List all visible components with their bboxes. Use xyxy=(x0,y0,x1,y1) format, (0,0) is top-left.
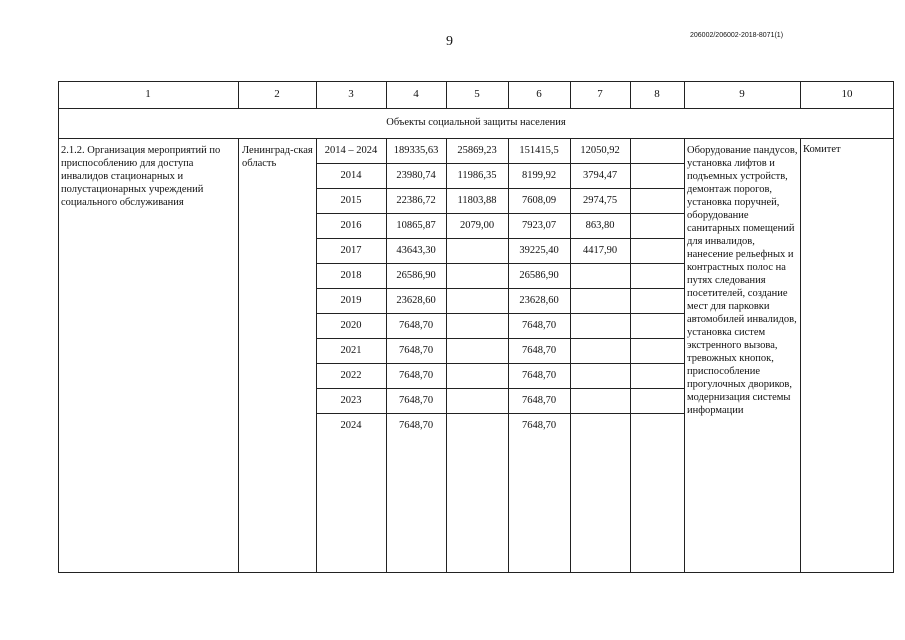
row-total: 26586,90 xyxy=(396,270,436,281)
row-total: 10865,87 xyxy=(396,220,436,231)
col-divider-1-2 xyxy=(238,138,239,573)
section-row-divider xyxy=(58,138,894,139)
row-period: 2019 xyxy=(340,295,362,306)
row-total: 7648,70 xyxy=(398,320,434,331)
column-number-7: 7 xyxy=(597,88,603,100)
row-divider-9 xyxy=(316,363,684,364)
row-col6-value: 39225,40 xyxy=(519,245,559,256)
row-col6-value: 7648,70 xyxy=(521,370,557,381)
table-border-right xyxy=(893,81,894,573)
row-period: 2017 xyxy=(340,245,362,256)
row-period: 2014 xyxy=(340,170,362,181)
row-col6-value: 7608,09 xyxy=(521,195,557,206)
row-total: 43643,30 xyxy=(396,245,436,256)
row-col6-value: 7648,70 xyxy=(521,345,557,356)
row-total: 7648,70 xyxy=(398,345,434,356)
row-col7-value: 863,80 xyxy=(585,220,615,231)
row-divider-6 xyxy=(316,288,684,289)
column-number-3: 3 xyxy=(348,88,354,100)
row-col5-value: 11986,35 xyxy=(457,170,497,181)
row-col6-value: 8199,92 xyxy=(521,170,557,181)
row-period: 2016 xyxy=(340,220,362,231)
row-total: 189335,63 xyxy=(393,145,439,156)
row-total: 23980,74 xyxy=(396,170,436,181)
column-number-1: 1 xyxy=(145,88,151,100)
table-border-top xyxy=(58,81,894,82)
row-period: 2014 – 2024 xyxy=(324,145,378,156)
row-period: 2024 xyxy=(340,420,362,431)
row-period: 2022 xyxy=(340,370,362,381)
row-col7-value: 4417,90 xyxy=(582,245,618,256)
program-table xyxy=(58,81,894,573)
row-divider-11 xyxy=(316,413,684,414)
executor: Комитет xyxy=(803,144,841,155)
measure-description: Оборудование пандусов, установка лифтов и подъемных устройств, демонтаж порогов, установка поручней, оборудование санитарных помещений для инвалидов, нанесение рельефных и контрастных полос на путях следования посетителей, создание мест для парковки автомобилей инвалидов, установка систем экстренного вызова, тревожных кнопок, приспособление прогулочных двориков, модернизация системы информации xyxy=(687,145,798,416)
column-number-8: 8 xyxy=(654,88,660,100)
column-number-6: 6 xyxy=(536,88,542,100)
row-col7-value: 2974,75 xyxy=(582,195,618,206)
row-divider-7 xyxy=(316,313,684,314)
table-border-left xyxy=(58,81,59,573)
column-number-10: 10 xyxy=(841,88,853,100)
col-divider-9-10 xyxy=(800,138,801,573)
row-divider-3 xyxy=(316,213,684,214)
row-col6-value: 7648,70 xyxy=(521,395,557,406)
row-total: 23628,60 xyxy=(396,295,436,306)
row-col6-value: 26586,90 xyxy=(519,270,559,281)
row-divider-10 xyxy=(316,388,684,389)
column-number-2: 2 xyxy=(274,88,280,100)
header-row-divider xyxy=(58,108,894,109)
row-col7-value: 12050,92 xyxy=(580,145,620,156)
column-number-5: 5 xyxy=(474,88,480,100)
row-total: 7648,70 xyxy=(398,420,434,431)
row-period: 2020 xyxy=(340,320,362,331)
row-period: 2015 xyxy=(340,195,362,206)
row-divider-4 xyxy=(316,238,684,239)
row-col6-value: 23628,60 xyxy=(519,295,559,306)
document-id: 206002/206002-2018-8071(1) xyxy=(690,32,784,39)
region-name: Ленинград-ская область xyxy=(242,145,313,169)
row-col5-value: 2079,00 xyxy=(459,220,495,231)
row-divider-1 xyxy=(316,163,684,164)
row-col6-value: 7648,70 xyxy=(521,420,557,431)
section-title: Объекты социальной защиты населения xyxy=(386,117,566,128)
row-col6-value: 7648,70 xyxy=(521,320,557,331)
row-col7-value: 3794,47 xyxy=(582,170,618,181)
row-col5-value: 25869,23 xyxy=(457,145,497,156)
column-number-9: 9 xyxy=(739,88,745,100)
row-total: 7648,70 xyxy=(398,395,434,406)
row-col6-value: 151415,5 xyxy=(519,145,559,156)
row-total: 7648,70 xyxy=(398,370,434,381)
row-divider-8 xyxy=(316,338,684,339)
row-total: 22386,72 xyxy=(396,195,436,206)
row-divider-2 xyxy=(316,188,684,189)
col-divider-7-8 xyxy=(630,138,631,573)
page-number: 9 xyxy=(446,34,453,49)
row-col5-value: 11803,88 xyxy=(457,195,497,206)
row-period: 2023 xyxy=(340,395,362,406)
row-col6-value: 7923,07 xyxy=(521,220,557,231)
col-divider-8-9 xyxy=(684,138,685,573)
row-period: 2021 xyxy=(340,345,362,356)
column-number-4: 4 xyxy=(413,88,419,100)
row-period: 2018 xyxy=(340,270,362,281)
table-border-bottom xyxy=(58,572,894,573)
measure-name: 2.1.2. Организация мероприятий по приспособлению для доступа инвалидов стационарных и полустационарных учреждений социального обслуживания xyxy=(61,145,221,208)
row-divider-5 xyxy=(316,263,684,264)
